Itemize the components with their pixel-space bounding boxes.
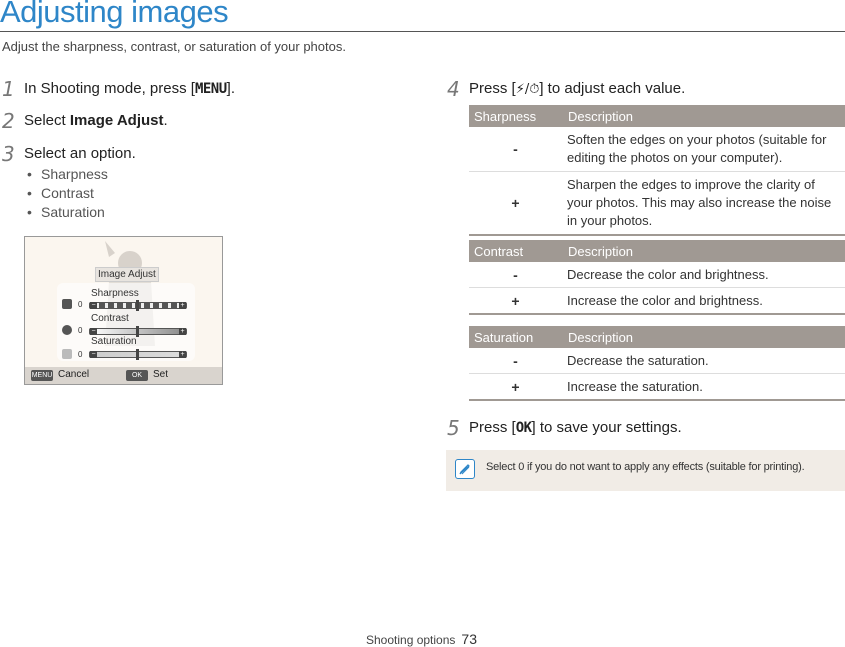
- table-cell-symbol: +: [469, 172, 562, 236]
- step-text: Press [: [469, 80, 516, 97]
- table-cell-description: Soften the edges on your photos (suitable for editing the photos on your computer).: [562, 127, 845, 172]
- table-header: Description: [562, 105, 845, 127]
- step-4: [447, 77, 686, 101]
- table-cell-symbol: +: [469, 288, 562, 315]
- ok-button-icon[interactable]: OK: [126, 370, 148, 381]
- table-cell-symbol: -: [469, 348, 562, 374]
- camera-screen: [24, 236, 223, 385]
- note-text: Select 0 if you do not want to apply any effects (suitable for printing).: [486, 461, 805, 473]
- sharpness-slider[interactable]: [89, 302, 187, 309]
- table-cell-description: Increase the color and brightness.: [562, 288, 845, 315]
- table-cell-symbol: +: [469, 374, 562, 401]
- step-number: 2: [2, 109, 15, 133]
- note-pencil-icon: [455, 459, 475, 479]
- step-5: [447, 416, 682, 440]
- table-cell-description: Decrease the saturation.: [562, 348, 845, 374]
- set-label: Set: [153, 369, 169, 380]
- step-text-end: ] to adjust each value.: [539, 80, 686, 97]
- plus-icon: +: [180, 328, 185, 335]
- menu-button-icon[interactable]: MENU: [31, 372, 53, 379]
- plus-icon: +: [180, 351, 185, 358]
- page-title: Adjusting images: [0, 0, 229, 29]
- slider-knob[interactable]: [136, 349, 139, 360]
- table-header: Sharpness: [469, 105, 562, 127]
- sharpness-table: [469, 105, 845, 236]
- step-text: Press [: [469, 419, 516, 436]
- step-text: Select an option.: [24, 145, 136, 162]
- table-cell-description: Sharpen the edges to improve the clarity of your photos. This may also increase the noise in your photos.: [562, 172, 845, 236]
- sharpness-value: 0: [78, 300, 83, 309]
- saturation-table: [469, 326, 845, 401]
- menu-key-icon: MENU: [194, 81, 227, 97]
- page-subtitle: Adjust the sharpness, contrast, or saturation of your photos.: [2, 39, 346, 54]
- table-row: [469, 172, 845, 236]
- table-header: Description: [562, 326, 845, 348]
- contrast-icon: [62, 325, 72, 335]
- table-cell-description: Increase the saturation.: [562, 374, 845, 401]
- plus-icon: +: [180, 302, 185, 309]
- table-cell-symbol: -: [469, 127, 562, 172]
- table-header: Description: [562, 240, 845, 262]
- step-2: [2, 109, 168, 133]
- page-number: 73: [461, 631, 477, 647]
- flash-timer-key-icon: ⚡/⏱: [515, 82, 540, 97]
- table-row: [469, 127, 845, 172]
- step-number: 5: [447, 416, 460, 440]
- ok-key-icon: OK: [515, 420, 532, 436]
- saturation-value: 0: [78, 350, 83, 359]
- table-cell-symbol: -: [469, 262, 562, 288]
- step-text-end: ].: [226, 80, 235, 97]
- step-1: [2, 77, 235, 101]
- minus-icon: −: [91, 302, 96, 309]
- image-adjust-header: Image Adjust: [95, 267, 159, 282]
- note-box: [446, 450, 845, 491]
- title-divider: [0, 31, 845, 32]
- sharpness-label: Sharpness: [91, 288, 139, 299]
- table-row: [469, 374, 845, 401]
- table-header: Contrast: [469, 240, 562, 262]
- cancel-label: Cancel: [58, 369, 90, 380]
- sharpness-icon: [62, 299, 72, 309]
- step-3: [2, 142, 136, 166]
- step-bold-text: Image Adjust: [69, 112, 164, 129]
- list-item: • Contrast: [24, 185, 108, 204]
- contrast-label: Contrast: [91, 313, 129, 324]
- slider-knob[interactable]: [136, 300, 139, 311]
- table-row: [469, 262, 845, 288]
- option-list: [24, 166, 108, 223]
- step-text: Select: [24, 112, 70, 129]
- list-item: • Sharpness: [24, 166, 108, 185]
- table-cell-description: Decrease the color and brightness.: [562, 262, 845, 288]
- contrast-value: 0: [78, 326, 83, 335]
- step-text-end: ] to save your settings.: [531, 419, 682, 436]
- step-number: 3: [2, 142, 15, 166]
- table-header: Saturation: [469, 326, 562, 348]
- contrast-slider[interactable]: [89, 328, 187, 335]
- step-text-end: .: [163, 112, 168, 129]
- contrast-table: [469, 240, 845, 315]
- step-text: In Shooting mode, press [: [24, 80, 195, 97]
- saturation-slider[interactable]: [89, 351, 187, 358]
- minus-icon: −: [91, 328, 96, 335]
- minus-icon: −: [91, 351, 96, 358]
- step-number: 4: [447, 77, 460, 101]
- footer-section: Shooting options: [366, 633, 456, 647]
- table-row: [469, 288, 845, 315]
- table-row: [469, 348, 845, 374]
- page-footer: [366, 631, 477, 647]
- camera-bottom-bar: [25, 367, 222, 384]
- saturation-label: Saturation: [91, 336, 137, 347]
- saturation-icon: [62, 349, 72, 359]
- list-item: • Saturation: [24, 204, 108, 223]
- step-number: 1: [2, 77, 15, 101]
